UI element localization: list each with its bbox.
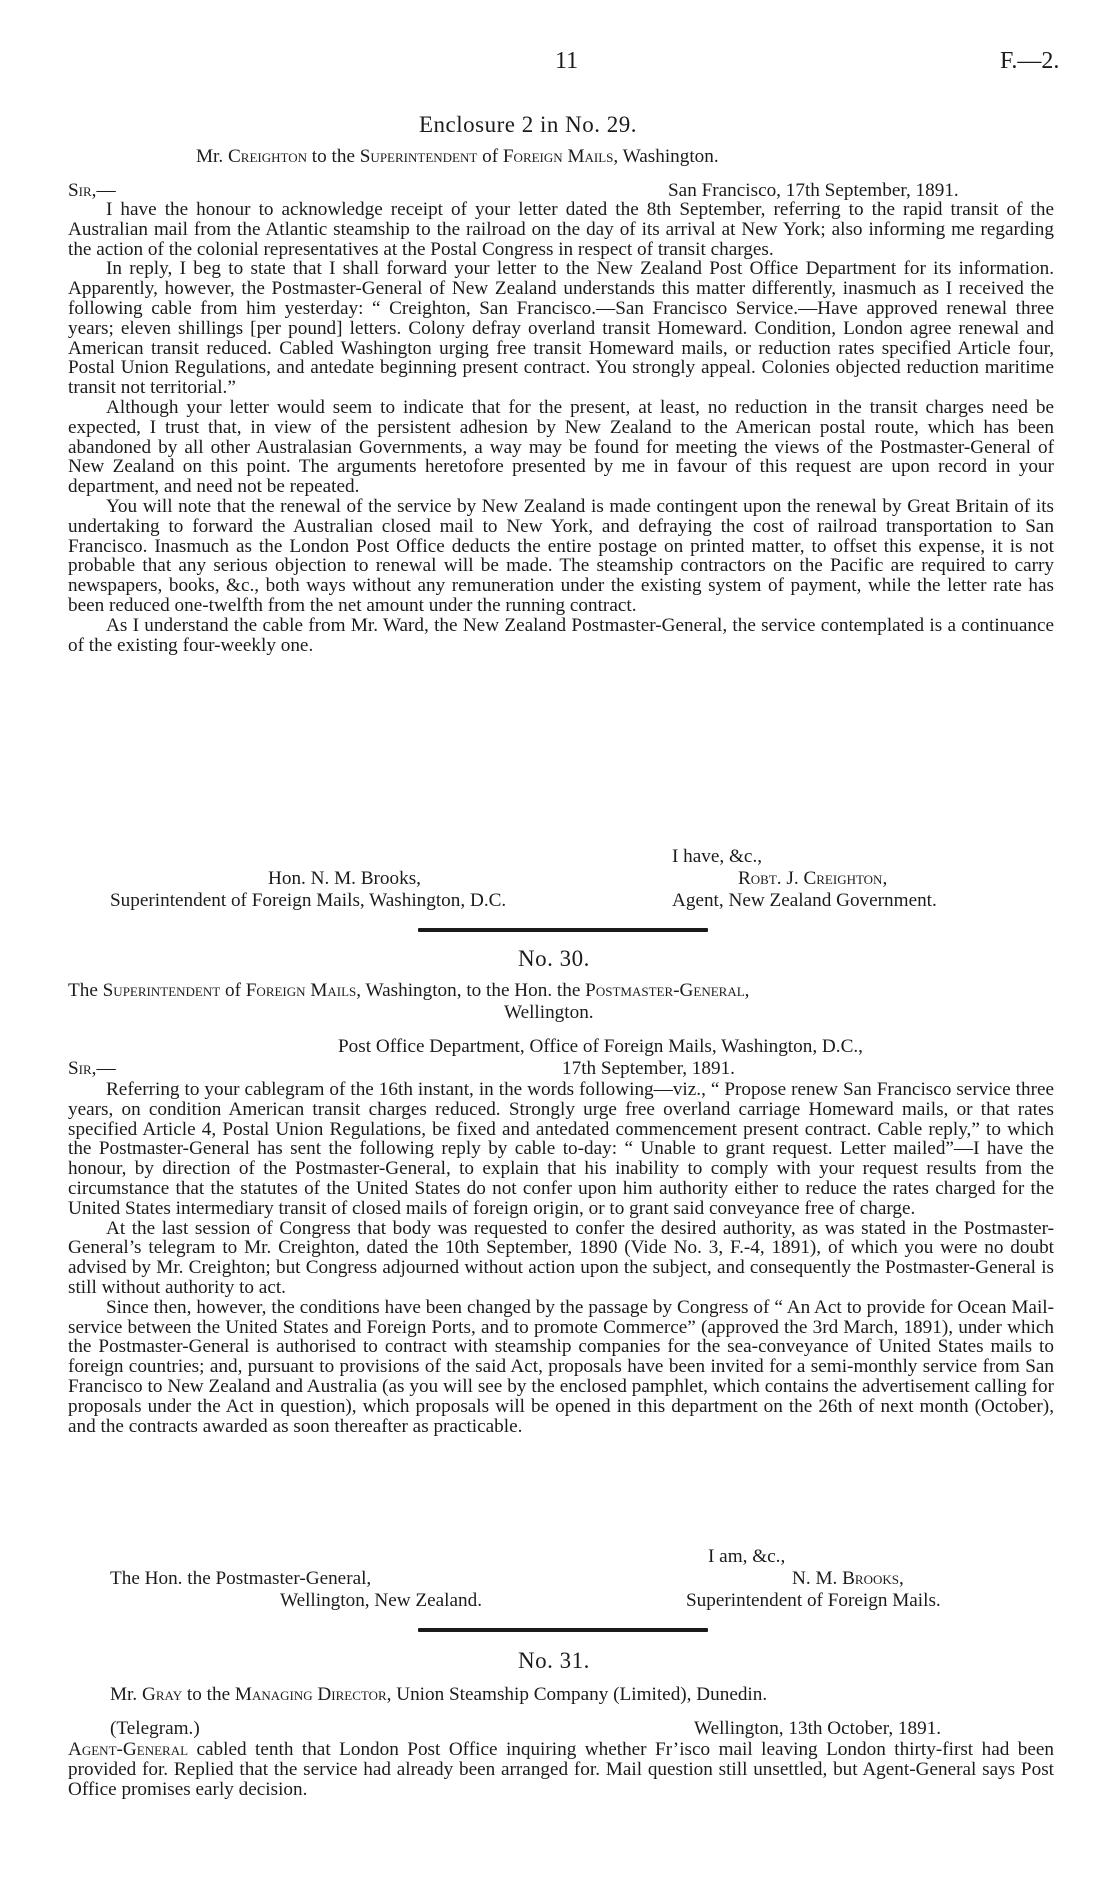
signer-title: Superintendent of Foreign Mails.: [686, 1590, 941, 1611]
signer-name: Robt. J. Creighton,: [738, 868, 888, 889]
section-heading-no-30: No. 30.: [518, 946, 590, 971]
document-reference: F.—2.: [1000, 48, 1060, 74]
addressee-name: The Hon. the Postmaster-General,: [110, 1568, 372, 1589]
salutation: Sir,—: [68, 1058, 116, 1079]
letter-from-line: The Superintendent of Foreign Mails, Washington, to the Hon. the Postmaster-General,: [68, 980, 750, 1001]
letter-body: [68, 200, 1054, 655]
section-heading-no-31: No. 31.: [518, 1648, 590, 1673]
addressee-name: Hon. N. M. Brooks,: [268, 868, 421, 889]
telegram-body: [68, 1740, 1054, 1799]
letter-from-line: Mr. Creighton to the Superintendent of Foreign Mails, Washington.: [196, 146, 719, 167]
signer-title: Agent, New Zealand Government.: [672, 890, 937, 911]
section-heading-enclosure-2: Enclosure 2 in No. 29.: [419, 112, 637, 137]
section-divider: [418, 1628, 708, 1632]
paragraph: Although your letter would seem to indicate that for the present, at least, no reduction in the transit charges need be expected, I trust that, in view of the persistent adhesion by New Zealand to the American postal route, which has been abandoned by all other Australasian Governments, a way may be found for meeting the views of the Postmaster-General of New Zealand on this point. The arguments heretofore presented by me in favour of this request are upon record in your department, and need not be repeated.: [68, 396, 1054, 498]
paragraph: In reply, I beg to state that I shall forward your letter to the New Zealand Post Office Department for its information. Apparently, however, the Postmaster-General of New Zealand understands this matter differently, inasmuch as I received the following cable from him yesterday: “ Creighton, San Francisco.—San Francisco Service.—Have approved renewal three years; eleven shillings [per pound] letters. Colony defray overland transit Homeward. Condition, London agree renewal and American transit reduced. Cabled Washington urging free transit Homeward mails, or reduction rates specified Article four, Postal Union Regulations, and antedate beginning present contract. You strongly appeal. Colonies objected reduction maritime transit not territorial.”: [68, 258, 1054, 399]
date: 17th September, 1891.: [562, 1058, 735, 1079]
addressee-place: Wellington, New Zealand.: [280, 1590, 482, 1611]
closing: I have, &c.,: [672, 846, 763, 867]
paragraph: Since then, however, the conditions have been changed by the passage by Congress of “ An Act to provide for Ocean Mail-service between the United States and Foreign Ports, and to promote Commerce” (approved the 3rd March, 1891), under which the Postmaster-General is authorised to contract with steamship companies for the sea-conveyance of United States mails to foreign countries; and, pursuant to provisions of the said Act, proposals have been invited for a semi-monthly service from San Francisco to New Zealand and Australia (as you will see by the enclosed pamphlet, which contains the advertisement calling for proposals under the Act in question), which proposals will be opened in this department on the 26th of next month (October), and the contracts awarded as soon thereafter as practicable.: [68, 1296, 1054, 1437]
letter-from-line-2: Wellington.: [504, 1002, 594, 1023]
paragraph: As I understand the cable from Mr. Ward, the New Zealand Postmaster-General, the service contemplated is a continuance of the existing four-weekly one.: [68, 614, 1054, 656]
closing: I am, &c.,: [708, 1546, 786, 1567]
place: Post Office Department, Office of Foreign Mails, Washington, D.C.,: [338, 1036, 863, 1057]
salutation: Sir,—: [68, 180, 116, 201]
letter-body: [68, 1080, 1054, 1436]
place-date: Wellington, 13th October, 1891.: [694, 1718, 942, 1739]
letter-from-line: Mr. Gray to the Managing Director, Union Steamship Company (Limited), Dunedin.: [110, 1684, 768, 1705]
section-divider: [418, 928, 708, 932]
paragraph: Agent-General cabled tenth that London Post Office inquiring whether Fr’isco mail leaving London thirty-first had been provided for. Replied that the service had already been arranged for. Mail question still unsettled, but Agent-General says Post Office promises early decision.: [68, 1739, 1054, 1800]
page-number: 11: [555, 48, 579, 74]
paragraph: At the last session of Congress that body was requested to confer the desired authority, as was stated in the Postmaster-General’s telegram to Mr. Creighton, dated the 10th September, 1890 (Vide No. 3, F.-4, 1891), of which you were no doubt advised by Mr. Creighton; but Congress adjourned without action upon the subject, and consequently the Postmaster-General is still without authority to act.: [68, 1217, 1054, 1298]
telegram-label: (Telegram.): [110, 1718, 200, 1739]
signer-name: N. M. Brooks,: [792, 1568, 904, 1589]
paragraph: You will note that the renewal of the service by New Zealand is made contingent upon the renewal by Great Britain of its undertaking to forward the Australian closed mail to New York, and defraying the cost of railroad transportation to San Francisco. Inasmuch as the London Post Office deducts the entire postage on printed matter, to offset this expense, it is not probable that any serious objection to renewal will be made. The steamship contractors on the Pacific are required to carry newspapers, books, &c., both ways without any remuneration under the existing system of payment, while the letter rate has been reduced one-twelfth from the net amount under the running contract.: [68, 495, 1054, 616]
addressee-title: Superintendent of Foreign Mails, Washington, D.C.: [110, 890, 507, 911]
place-date: San Francisco, 17th September, 1891.: [668, 180, 959, 201]
paragraph: I have the honour to acknowledge receipt of your letter dated the 8th September, referring to the rapid transit of the Australian mail from the Atlantic steamship to the railroad on the day of its arrival at New York; also informing me regarding the action of the colonial representatives at the Postal Congress in respect of transit charges.: [68, 199, 1054, 260]
paragraph: Referring to your cablegram of the 16th instant, in the words following—viz., “ Propose renew San Francisco service three years, on condition American transit charges reduced. Strongly urge free overland carriage Homeward mails, or that rates specified Article 4, Postal Union Regulations, be fixed and antedated commencement present contract. Cable reply,” to which the Postmaster-General has sent the following reply by cable to-day: “ Unable to grant request. Letter mailed”—I have the honour, by direction of the Postmaster-General, to explain that his inability to comply with your request results from the circumstance that the statutes of the United States do not confer upon him authority either to reduce the rates charged for the United States intermediary transit of closed mails of foreign origin, or to grant said conveyance free of charge.: [68, 1079, 1054, 1219]
